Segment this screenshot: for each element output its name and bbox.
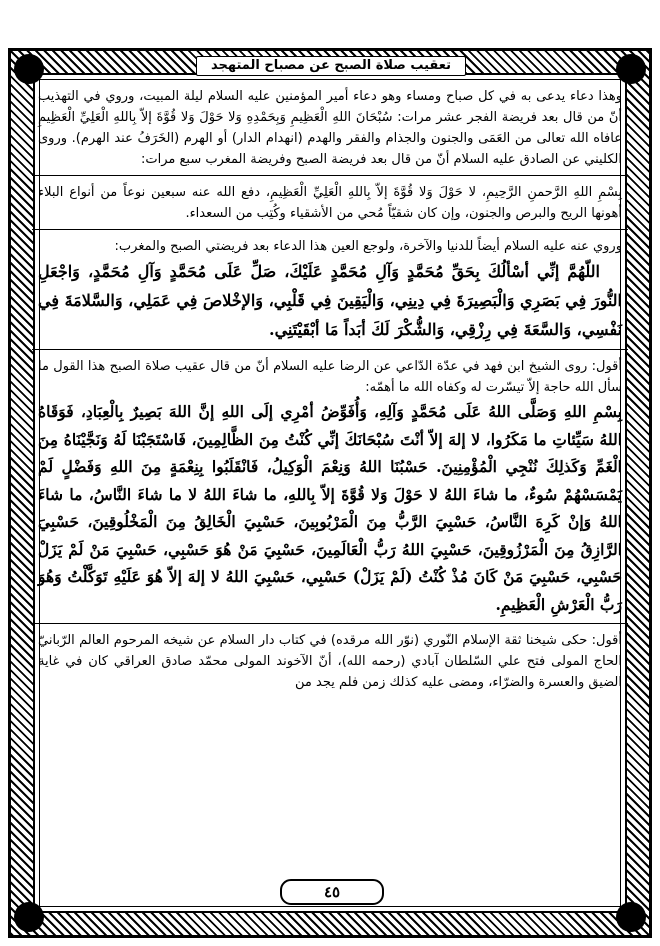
corner-ornament <box>616 902 646 932</box>
paragraph-ibn-fahd: أقول: روى الشيخ ابن فهد في عدّة الدّاعي عن الرضا عليه السلام أنّ من قال عقيب صلاة الصبح هذا القول ما سأل الله حاجة إلاّ تيسّرت له وكفاه الله ما أهمّه: <box>38 359 622 395</box>
divider <box>32 349 628 350</box>
paragraph-story: أقول: حكى شيخنا ثقة الإسلام النّوري (نوّر الله مرقده) في كتاب دار السلام عن شيخه المرحوم العالم الرّبانيّ الحاج المولى فتح علي السّلطان آبادي (رحمه الله)، أنّ الآخوند المولى محمّد صادق العراقي كان في غاية الضيق والعسرة والضرّاء، ومضى عليه كذلك زمن فلم يجد من <box>38 633 622 690</box>
dua-text: اللّهُمَّ إنِّي أسْألُكَ بِحَقِّ مُحَمَّدٍ وَآلِ مُحَمَّدٍ عَلَيْكَ، صَلِّ عَلَى مُحَمَّدٍ وَآلِ مُحَمَّدٍ، وَاجْعَلِ النُّورَ فِي بَصَرِي وَالْبَصِيرَةَ فِي دِينِي، وَالْيَقِينَ فِي قَلْبِي، وَالإخْلاصَ فِي عَمَلِي، وَالسَّلامَةَ فِي نَفْسِي، وَالسَّعَةَ فِي رِزْقِي، وَالشُّكْرَ لَكَ أبَداً مَا أبْقَيْتَنِي. <box>38 262 622 339</box>
corner-ornament <box>14 54 44 84</box>
corner-ornament <box>14 902 44 932</box>
corner-ornament <box>616 54 646 84</box>
divider <box>32 175 628 176</box>
page-header-title: تعقيب صلاة الصبح عن مصباح المتهجد <box>196 56 466 76</box>
divider <box>32 623 628 624</box>
page-number: ٤٥ <box>280 879 384 905</box>
paragraph-eye-prayer-intro: وروي عنه عليه السلام أيضاً للدنيا والآخرة، ولوجع العين هذا الدعاء بعد فريضتي الصبح والمغرب: <box>114 239 622 254</box>
page-content <box>38 86 622 891</box>
divider <box>32 229 628 230</box>
paragraph-intro: وهذا دعاء يدعى به في كل صباح ومساء وهو دعاء أمير المؤمنين عليه السلام ليلة المبيت، وروي في التهذيب أنّ من قال بعد فريضة الفجر عشر مرات: سُبْحَانَ اللهِ الْعَظِيمِ وَبِحَمْدِهِ وَلا حَوْلَ وَلا قُوَّةَ إلاّ بِاللهِ الْعَلِيِّ الْعَظِيمِ عافاه الله تعالى من العَمَى والجنون والجذام والفقر والهدم (انهدام الدار) أو الهرم (الخَرَفُ عند الهرم). وروى الكليني عن الصادق عليه السلام أنّ من قال بعد فريضة الصبح وفريضة المغرب سبع مرات: <box>38 89 622 167</box>
dua-tafwid: بِسْمِ اللهِ وَصَلَّى اللهُ عَلَى مُحَمَّدٍ وَآلِهِ، وَأُفَوِّضُ أمْرِي إلَى اللهِ إنَّ اللهَ بَصِيرٌ بِالْعِبَادِ، فَوَقَاهُ اللهُ سَيِّئاتِ ما مَكَرُوا، لا إلهَ إلاّ أنْتَ سُبْحَانَكَ إنِّي كُنْتُ مِنَ الظَّالِمِينَ، فَاسْتَجَبْنَا لَهُ وَنَجَّيْنَاهُ مِنَ الْغَمِّ وَكَذلِكَ نُنْجِي الْمُؤْمِنِينَ. حَسْبُنَا اللهُ وَنِعْمَ الْوَكِيلُ، فَانْقَلَبُوا بِنِعْمَةٍ مِنَ اللهِ وَفَضْلٍ لَمْ يَمْسَسْهُمْ سُوءٌ، ما شاءَ اللهُ لا حَوْلَ وَلا قُوَّةَ إلاّ بِاللهِ، ما شاءَ اللهُ لا ما شاءَ النَّاسُ، ما شاءَ اللهُ وَإنْ كَرِهَ النَّاسُ، حَسْبِيَ الرَّبُّ مِنَ الْمَرْبُوبِينَ، حَسْبِيَ الْخَالِقُ مِنَ الْمَخْلُوقِينَ، حَسْبِيَ الرَّازِقُ مِنَ الْمَرْزُوقِينَ، حَسْبِيَ اللهُ رَبُّ الْعَالَمِينَ، حَسْبِيَ مَنْ هُوَ حَسْبِي، حَسْبِيَ مَنْ لَمْ يَزَلْ حَسْبِي، حَسْبِيَ مَنْ كَانَ مُذْ كُنْتُ (لَمْ يَزَلْ) حَسْبِي، حَسْبِيَ اللهُ لا إلهَ إلاّ هُوَ عَلَيْهِ تَوَكَّلْتُ وَهُوَ رَبُّ الْعَرْشِ الْعَظِيمِ. <box>38 402 622 614</box>
paragraph-basmala: بِسْمِ اللهِ الرَّحمنِ الرَّحِيمِ، لا حَوْلَ وَلا قُوَّةَ إلاّ بِاللهِ الْعَلِيِّ الْعَظِيمِ، دفع الله عنه سبعين نوعاً من أنواع البلاء أهونها الريح والبرص والجنون، وإن كان شقيّاً مُحي من الأشقياء وكُتِب من السعداء. <box>38 185 622 221</box>
